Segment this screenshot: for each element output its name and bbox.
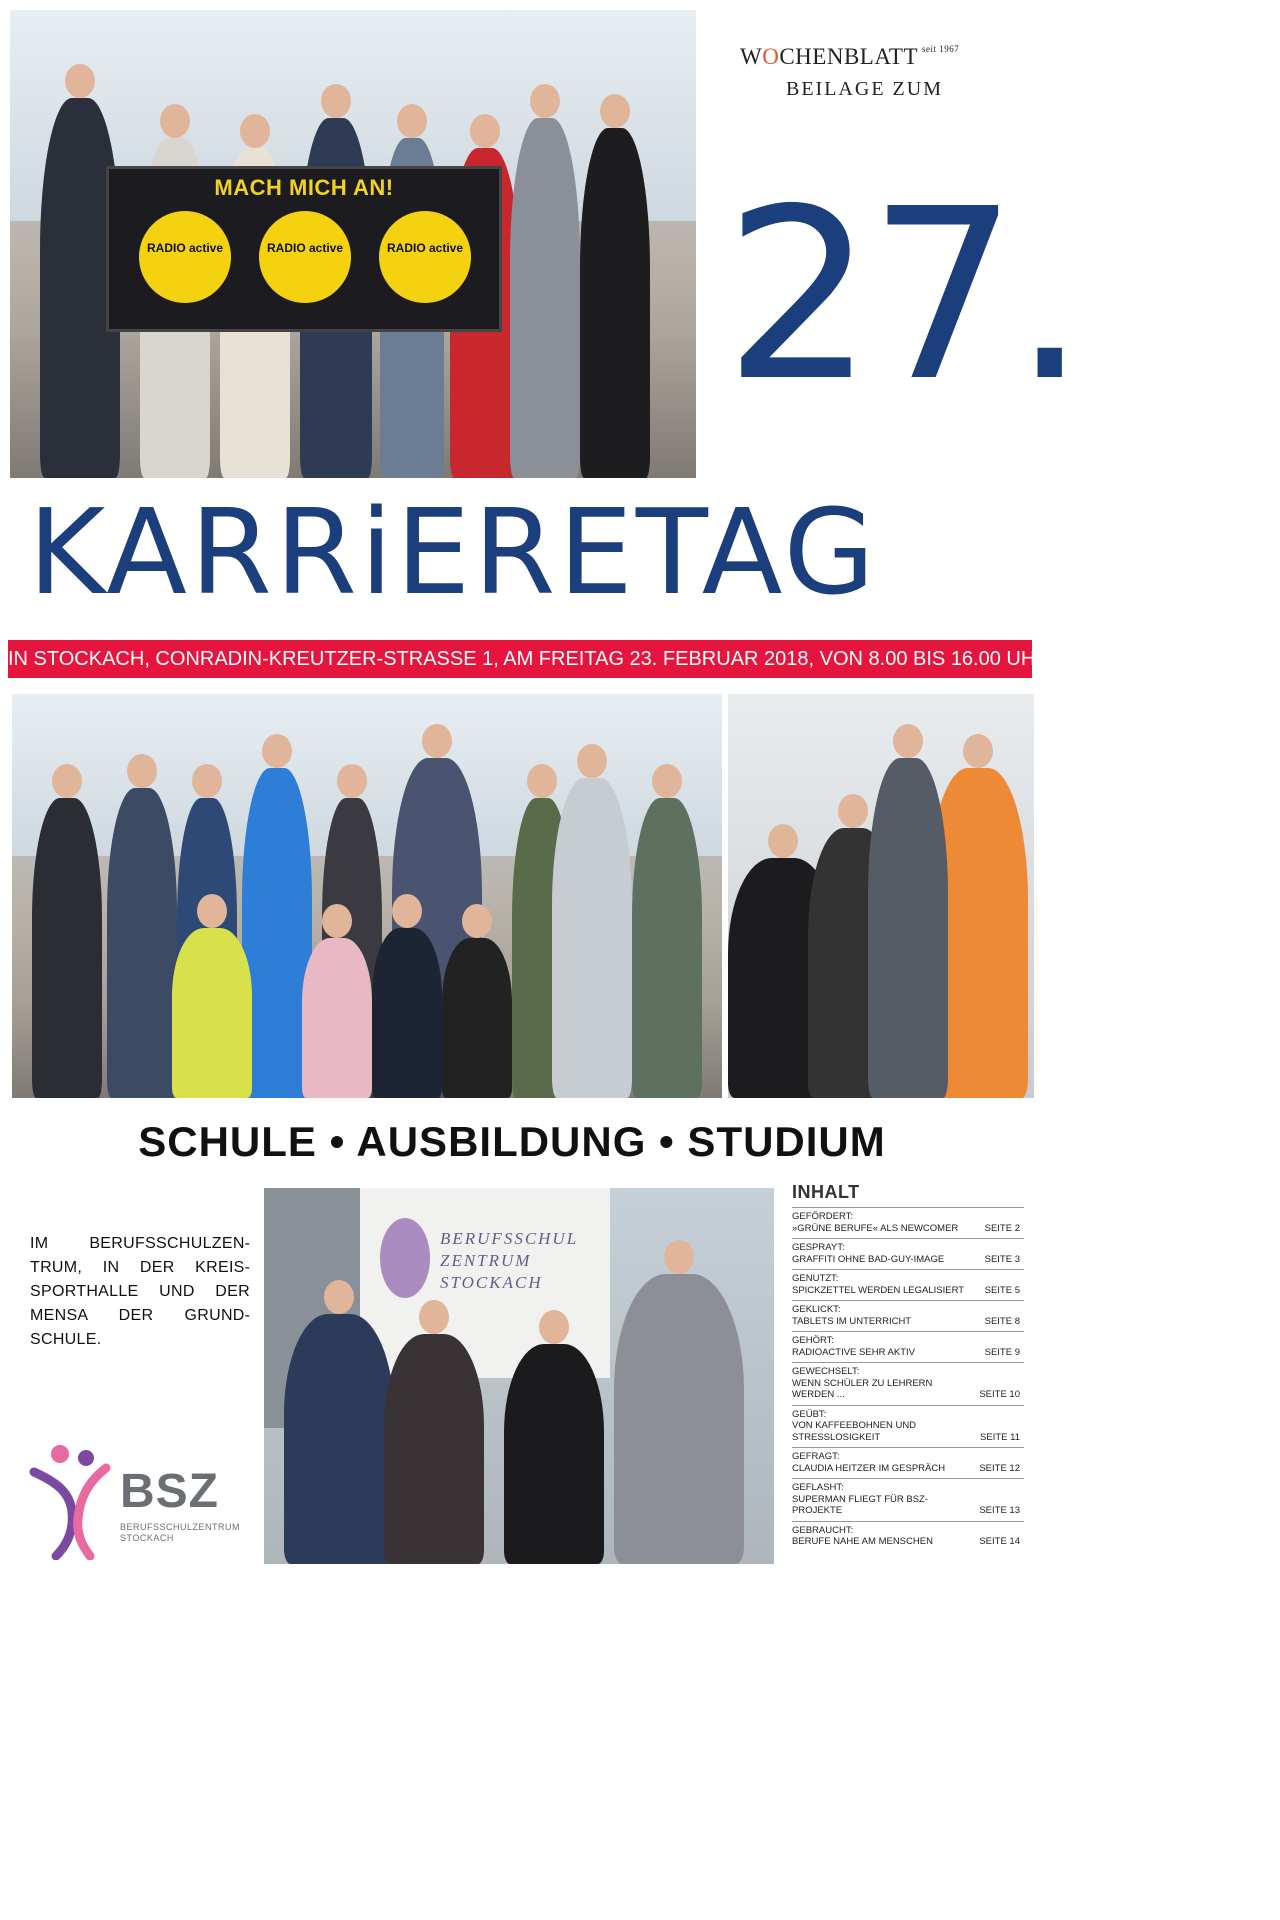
masthead — [740, 44, 1000, 101]
toc-item: GEÜBT: VON KAFFEEBOHNEN UND STRESSLOSIGKEIT SEITE 11 — [792, 1405, 1024, 1448]
masthead-subtitle: BEILAGE ZUM — [786, 78, 943, 100]
bsz-full-name: BERUFSSCHULZENTRUM STOCKACH — [120, 1522, 241, 1543]
edition-number: 27. — [724, 158, 1082, 433]
toc-heading: INHALT — [792, 1182, 860, 1202]
page-title: KARRiERETAG — [28, 483, 878, 621]
banner-title: MACH MICH AN! — [214, 175, 394, 200]
radioactive-logo: RADIO active — [139, 211, 231, 303]
building-sign: BERUFSSCHUL ZENTRUM STOCKACH — [360, 1188, 610, 1378]
students-group-photo — [12, 694, 722, 1098]
tagline: SCHULE • AUSBILDUNG • STUDIUM — [138, 1118, 886, 1165]
table-of-contents — [792, 1182, 1024, 1552]
toc-item: GESPRAYT: GRAFFITI OHNE BAD-GUY-IMAGE SEITE 3 — [792, 1238, 1024, 1269]
intro-text: IM BERUFSSCHULZENTRUM, IN DER KREISSPORTHALLE UND DER MENSA DER GRUNDSCHULE. — [30, 1235, 250, 1348]
toc-item: GENUTZT: SPICKZETTEL WERDEN LEGALISIERT SEITE 5 — [792, 1269, 1024, 1300]
event-info-bar: IN STOCKACH, CONRADIN-KREUTZER-STRASSE 1, AM FREITAG 23. FEBRUAR 2018, VON 8.00 BIS 16.00 UHR — [8, 640, 1032, 678]
radio-banner — [106, 166, 502, 332]
toc-item: GEFRAGT: CLAUDIA HEITZER IM GESPRÄCH SEITE 12 — [792, 1447, 1024, 1478]
toc-item: GEHÖRT: RADIOACTIVE SEHR AKTIV SEITE 9 — [792, 1331, 1024, 1362]
toc-item: GEWECHSELT: WENN SCHÜLER ZU LEHRERN WERDEN ... SEITE 10 — [792, 1362, 1024, 1405]
toc-item: GEFLASHT: SUPERMAN FLIEGT FÜR BSZ-PROJEKTE SEITE 13 — [792, 1478, 1024, 1521]
bsz-figure-icon — [26, 1442, 116, 1560]
toc-item: GEFÖRDERT: »GRÜNE BERUFE« ALS NEWCOMER SEITE 2 — [792, 1207, 1024, 1238]
toc-item: GEKLICKT: TABLETS IM UNTERRICHT SEITE 8 — [792, 1300, 1024, 1331]
newspaper-name: WOCHENBLATT $^{seit 1967}$ — [740, 44, 960, 69]
bsz-abbreviation: BSZ — [120, 1465, 219, 1518]
students-radio-photo — [10, 10, 696, 478]
bsz-logo — [26, 1442, 241, 1560]
radioactive-logo: RADIO active — [379, 211, 471, 303]
building-handshake-photo — [264, 1188, 774, 1564]
toc-item: GEBRAUCHT: BERUFE NAHE AM MENSCHEN SEITE 14 — [792, 1521, 1024, 1552]
radioactive-logo: RADIO active — [259, 211, 351, 303]
teachers-photo — [728, 694, 1034, 1098]
